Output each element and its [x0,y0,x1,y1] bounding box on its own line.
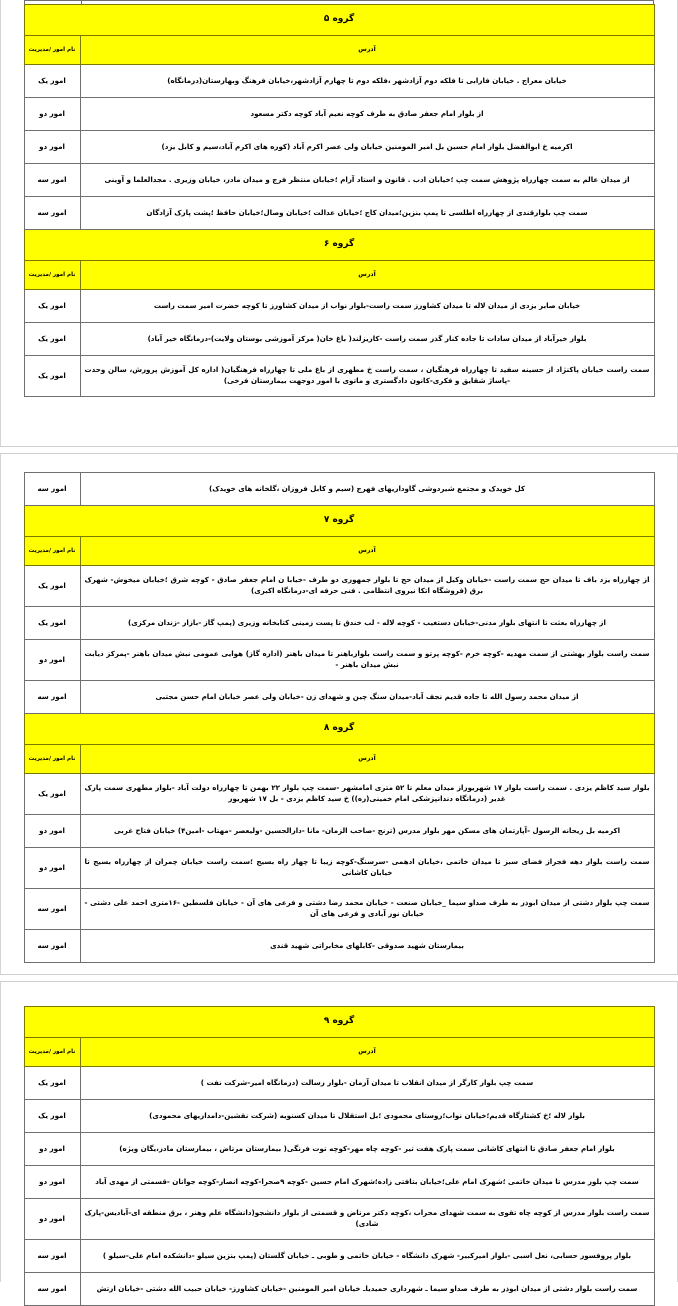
group-table-7 [24,472,655,963]
row-name: امور دو [24,1133,80,1166]
table-row [24,815,654,848]
row-name: امور یک [24,774,80,815]
row-name: امور سه [24,1240,80,1273]
row-name: امور یک [24,323,80,356]
table-row [24,889,654,930]
document-page-1 [0,0,678,446]
row-address: سمت راست خیابان پاکنژاد از حسینه سفید تا چهارراه فرهنگیان ، سمت راست خ مطهری از باغ ملی تا چهارراه فرهنگیان( اداره کل آموزش پرورش، سالن وحدت -پاساژ شقایق و فکری-کانون دادگستری و ماتوی با امور دوجهت بیمارستان فرخی) [80,356,654,397]
row-address: بلوار سید کاظم یزدی . سمت راست بلوار ۱۷ شهریوراز میدان معلم تا ۵۲ متری امامشهر -سمت چپ بلوار ۲۲ بهمن تا چهارراه دولت آباد -بلوار مطهری سمت پارک غدیر (درمانگاه دندانپزشکی امام خمینی(ره)) خ سید کاظم یزدی - بل ۱۷ شهریور [80,774,654,815]
row-address: بیمارستان شهید صدوقی -کابلهای مخابراتی شهید قندی [80,930,654,963]
table-row [24,323,654,356]
row-address: سمت راست بلوار دهه فجراز فضای سبز تا میدان خاتمی ،خیابان ادهمی -سرسنگ-کوچه زیبا تا چهار راه بسیج ؛سمت راست خیابان چمران از چهارراه بسیج تا خیابان کاشانی [80,848,654,889]
table-row [24,681,654,714]
row-address: سمت چپ بلوار دشتی از میدان ابوذر به طرف صداو سیما _خیابان صنعت - خیابان محمد رضا دشتی و فرعی های آن - خیابان فلسطین -۱۶متری احمد علی دشتی - خیابان نور آبادی و فرعی های آن [80,889,654,930]
group-title-row [24,230,654,261]
table-row [24,1067,654,1100]
row-address: بلوار خیرآباد از میدان سادات تا جاده کنار گذر سمت راست -کاریزلند( باغ خان( مرکز آموزشی بوستان ولایت)-درمانگاه خیر آباد) [80,323,654,356]
row-address: سمت چپ بلوارقندی از چهارراه اطلسی تا پمپ بنزین؛میدان کاج ؛خیابان عدالت ؛خیابان وصال؛خیابان حافظ ؛پشت پارک آزادگان [80,197,654,230]
table-row [24,1199,654,1240]
table-row [24,290,654,323]
group-title-row [24,5,654,36]
row-address: بلوار لاله ؛خ کشتارگاه قدیم؛خیابان نواب؛روستای محمودی ؛بل استقلال تا میدان کسنویه (شرکت نقشین-دامداریهای محمودی) [80,1100,654,1133]
row-address: از چهارراه بعثت تا انتهای بلوار مدنی-خیابان دستغیب - کوچه لاله - لب خندق تا پست زمینی کتابخانه وزیری (پمپ گاز -بازار -زندان مرکزی) [80,607,654,640]
table-row [24,1166,654,1199]
table-row [24,1273,654,1306]
column-header-row [24,36,654,65]
row-name: امور دو [24,98,80,131]
table-row [24,930,654,963]
table-row [24,473,654,506]
header-name: نام امور /مدیریت [24,261,80,290]
row-name: امور سه [24,681,80,714]
row-address: بلوار امام جعفر صادق تا انتهای کاشانی سمت پارک هفت تیر -کوچه چاه مهر-کوچه توت فرنگی( بیمارستان مرتاض ، بیمارستان مادر،یگان ویژه) [80,1133,654,1166]
row-name: امور دو [24,848,80,889]
row-name: امور دو [24,1199,80,1240]
table-row [24,848,654,889]
row-name: امور دو [24,1166,80,1199]
row-name: امور سه [24,197,80,230]
table-row [24,640,654,681]
row-name: امور دو [24,815,80,848]
table-row [24,1240,654,1273]
table-row [24,98,654,131]
row-name: امور یک [24,566,80,607]
header-address: آدرس [80,36,654,65]
row-address: سمت چپ بلور مدرس تا میدان خاتمی ؛شهرک امام علی؛خیابان بتافتی زاده؛شهرک امام حسین -کوچه ۹صحرا-کوچه انصار-کوچه جوانان -قسمتی از مهدی آباد [80,1166,654,1199]
row-address: سمت راست بلوار مدرس از کوچه چاه تقوی به سمت شهدای محراب ،کوچه دکتر مرتاض و قسمتی از بلوار دانشجو(دانشگاه علم وهنر ، برق منطقه ای-آبادیس-پارک شادی) [80,1199,654,1240]
partial-row-top [24,0,654,4]
page-break-1 [0,446,678,454]
table-row [24,356,654,397]
row-address: اکرمیه بل ریحانه الرسول -آپارتمان های مسکن مهر بلوار مدرس (ترنج -صاحب الزمان- مانا -دارالحسین -ولیعصر -مهتاب -امین۴) خیابان فتاح غربی [80,815,654,848]
group-title-row [24,714,654,745]
header-address: آدرس [80,537,654,566]
row-name: امور یک [24,65,80,98]
header-name: نام امور /مدیریت [24,537,80,566]
row-name: امور سه [24,473,80,506]
document-page-2 [0,454,678,974]
table-row [24,566,654,607]
table-row [24,1133,654,1166]
group-title-8: گروه ۸ [24,714,654,745]
row-name: امور سه [24,1273,80,1306]
group-table-9 [24,1006,655,1306]
row-address: سمت چپ بلوار کارگر از میدان انقلاب تا میدان آرمان -بلوار رسالت (درمانگاه امیر-شرکت نفت ) [80,1067,654,1100]
group-title-6: گروه ۶ [24,230,654,261]
table-row [24,1100,654,1133]
row-address: اکرمیه خ ابوالفضل بلوار امام حسین بل امیر المومنین خیابان ولی عصر اکرم آباد (کوره های اکرم آباد،سیم و کابل یزد) [80,131,654,164]
row-address: بلوار پروفسور حسابی، نعل اسبی -بلوار امیرکبیر- شهرک دانشگاه - خیابان خاتمی و طوبی ـ خیابان گلستان (پمپ بنزین سیلو -دانشکده امام علی-سیلو ) [80,1240,654,1273]
column-header-row [24,537,654,566]
column-header-row [24,745,654,774]
header-name: نام امور /مدیریت [24,745,80,774]
group-title-7: گروه ۷ [24,506,654,537]
row-name: امور یک [24,1100,80,1133]
group-title-row [24,1007,654,1038]
row-name: امور سه [24,889,80,930]
page-break-2 [0,974,678,982]
header-name: نام امور /مدیریت [24,1038,80,1067]
row-address: از میدان محمد رسول الله تا جاده قدیم نجف آباد-میدان سنگ چین و شهدای زن -خیابان ولی عصر خیابان امام حسن مجتبی [80,681,654,714]
row-name: امور یک [24,607,80,640]
row-address: از چهارراه یزد باف تا میدان حج سمت راست -خیابان وکیل از میدان حج تا بلوار جمهوری دو طرف -خیابا ن امام جعفر صادق - کوچه شرق ؛خیابان میخوش- شهرک برق (فروشگاه اتکا نیروی انتظامی . فنی حرفه ای-درمانگاه اکبری) [80,566,654,607]
header-address: آدرس [80,1038,654,1067]
table-row [24,131,654,164]
row-name: امور دو [24,640,80,681]
table-row [24,65,654,98]
table-row [24,607,654,640]
row-address: خیابان صابر یزدی از میدان لاله تا میدان کشاورز سمت راست-بلوار نواب از میدان کشاورز تا کوچه حضرت امیر سمت راست [80,290,654,323]
header-name: نام امور /مدیریت [24,36,80,65]
row-address: از میدان عالم به سمت چهارراه پژوهش سمت چپ ؛خیابان ادب . قانون و استاد آرام ؛خیابان منتظر فرج و میدان مادر، خیابان وزیری . مجدالعلما و آوینی [80,164,654,197]
row-name: امور سه [24,164,80,197]
group-title-row [24,506,654,537]
table-row [24,197,654,230]
row-address: خیابان معراج . خیابان فارابی تا فلکه دوم آزادشهر ،فلکه دوم تا چهارم آزادشهر،خیابان فرهنگ وبهارستان(درمانگاه) [80,65,654,98]
table-row [24,164,654,197]
row-address: کل خویدک و مجتمع شیردوشی گاوداریهای فهرج (سیم و کابل فروزان ،گلخانه های خویدک) [80,473,654,506]
group-table-5 [24,4,655,397]
table-row [24,774,654,815]
row-address: سمت راست بلوار بهشتی از سمت مهدیه -کوچه خرم -کوچه پرتو و سمت راست بلوارباهنر تا میدان باهنر (اداره گاز) هوایی عمومی نبش میدان باهنر -پمرکز دیابت نبش میدان باهنر - [80,640,654,681]
column-header-row [24,261,654,290]
row-name: امور یک [24,290,80,323]
group-title-9: گروه ۹ [24,1007,654,1038]
row-name: امور یک [24,1067,80,1100]
row-name: امور سه [24,930,80,963]
row-name: امور یک [24,356,80,397]
group-title-5: گروه ۵ [24,5,654,36]
row-address: سمت راست بلوار دشتی از میدان ابوذر به طرف صداو سیما ـ شهرداری حمیدیاـ خیابان امیر المومنین -خیابان کشاورز- خیابان حبیب الله دشتی -خیابان ارتش [80,1273,654,1306]
document-page-3 [0,982,678,1293]
header-address: آدرس [80,745,654,774]
row-address: از بلوار امام جعفر صادق به طرف کوچه نعیم آباد کوچه دکتر مسعود [80,98,654,131]
header-address: آدرس [80,261,654,290]
row-name: امور دو [24,131,80,164]
column-header-row [24,1038,654,1067]
